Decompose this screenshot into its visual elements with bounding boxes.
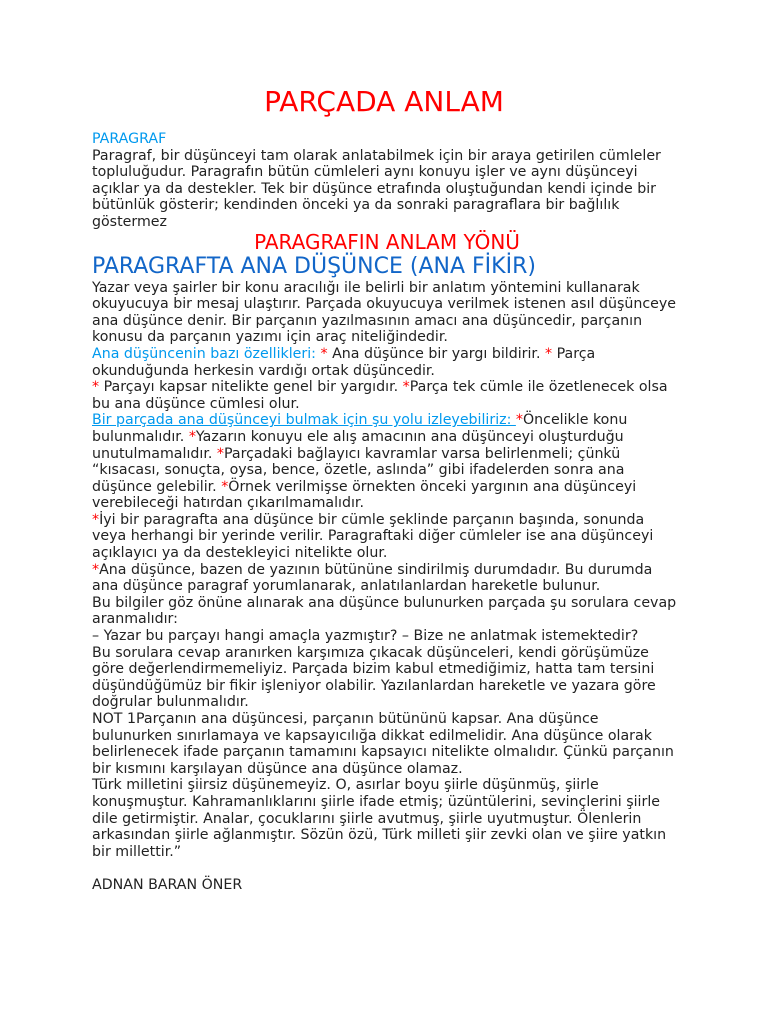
find-paragraph (92, 412, 682, 512)
bullet-star: * (216, 445, 224, 462)
paragraf-definition: Paragraf, bir düşünceyi tam olarak anlatabilmek için bir araya getirilen cümleler topluluğudur. Paragrafın bütün cümleleri aynı konuyu işler ve aynı düşünceyi açıklar ya da destekler. Tek bir düşünce etrafında oluştuğundan kendi içinde bir bütünlük gösterir; kendinden önceki ya da sonraki paragraflara bir bağlılık göstermez (92, 147, 661, 230)
questions-note: Bu sorulara cevap aranırken karşımıza çıkacak düşünceleri, kendi görüşümüze göre değerlendirmemeliyiz. Parçada bizim kabul etmediğimiz, hatta tam tersini düşündüğümüz bir fikir işleniyor olabilir. Yazılanlardan hareketle ve yazara göre doğrular bulunmalıdır. (92, 644, 656, 711)
bullet-star: * (320, 345, 328, 362)
find-step: Yazarın konuyu ele alış amacının ana düşünceyi oluşturduğu unutulmamalıdır. (92, 428, 624, 462)
bullet-star: * (515, 412, 523, 429)
document-body (92, 131, 682, 894)
feature-item: Parça okunduğunda herkesin vardığı ortak düşüncedir. (92, 345, 596, 379)
bullet-star: * (92, 379, 100, 396)
paragraf-label: PARAGRAF (92, 131, 167, 147)
not-paragraph: NOT 1Parçanın ana düşüncesi, parçanın bütününü kapsar. Ana düşünce bulunurken sınırlamaya ve kapsayıcılığa dikkat edilmelidir. Ana düşünce olarak belirlenecek ifade parçanın tamamını kapsayıcı nitelikte olmalıdır. Çünkü parçanın bir kısmını karşılayan düşünce ana düşünce olamaz. (92, 711, 674, 777)
find-method-link[interactable]: Bir parçada ana düşünceyi bulmak için şu yolu izleyebiliriz: (92, 412, 516, 429)
find-step: Ana düşünce, bazen de yazının bütününe sindirilmiş durumdadır. Bu durumda ana düşünce paragraf yorumlanarak, anlatılanlardan hareketle bulunur. (92, 561, 653, 595)
bullet-star: * (221, 478, 229, 495)
bullet-star: * (402, 379, 410, 396)
bullet-star: * (544, 345, 553, 362)
find-paragraph-2 (92, 512, 682, 562)
spacer (92, 860, 682, 877)
find-paragraph-3 (92, 562, 682, 595)
find-step: Örnek verilmişse örnekten önceki yargının ana düşünceyi verebileceği hatırdan çıkarılmamalıdır. (92, 478, 637, 512)
questions-intro: Bu bilgiler göz önüne alınarak ana düşünce bulunurken parçada şu sorulara cevap aranmalıdır: (92, 594, 677, 628)
feature-item: Parça tek cümle ile özetlenecek olsa bu ana düşünce cümlesi olur. (92, 379, 668, 412)
feature-item: Ana düşünce bir yargı bildirir. (327, 345, 545, 362)
example-paragraph: Türk milletini şiirsiz düşünemeyiz. O, asırlar boyu şiirle düşünmüş, şiirle konuşmuştur. Kahramanlıklarını şiirle ifade etmiş; üzüntülerini, sevinçlerini şiirle dile getirmiştir. Analar, çocuklarını şiirle avutmuş, şiirle uyutmuştur. Ölenlerin arkasından şiirle ağlanmıştır. Sözün özü, Türk milleti şiir zevki olan ve şiire yatkın bir millettir.” (92, 777, 667, 860)
bullet-star: * (188, 428, 196, 445)
page-title: PARÇADA ANLAM (264, 85, 504, 118)
features-label: Ana düşüncenin bazı özellikleri: (92, 345, 316, 362)
author-name: ADNAN BARAN ÖNER (92, 877, 243, 894)
questions-line: – Yazar bu parçayı hangi amaçla yazmıştır? – Bize ne anlatmak istemektedir? (92, 628, 639, 645)
feature-item: Parçayı kapsar nitelikte genel bir yargıdır. (99, 379, 403, 396)
heading-anlam-yonu: PARAGRAFIN ANLAM YÖNÜ (254, 229, 520, 254)
features-paragraph (92, 346, 682, 379)
bullet-star: * (92, 511, 100, 528)
find-step: Parçadaki bağlayıcı kavramlar varsa belirlenmeli; çünkü “kısacası, sonuçta, oysa, bence, özetle, aslında” gibi ifadelerden sonra ana düşünce gelebilir. (92, 445, 625, 495)
features-paragraph-2 (92, 379, 682, 412)
heading-ana-dusunce: PARAGRAFTA ANA DÜŞÜNCE (ANA FİKİR) (92, 253, 536, 279)
find-step: Öncelikle konu bulunmalıdır. (92, 412, 628, 445)
ana-dusunce-intro: Yazar veya şairler bir konu aracılığı ile belirli bir anlatım yöntemini kullanarak okuyucuya bir mesaj ulaştırır. Parçada okuyucuya verilmek istenen asıl düşünceye ana düşünce denir. Bir parçanın yazılmasının amacı ana düşüncedir, parçanın konusu da parçanın yazımı için araç niteliğindedir. (92, 279, 676, 346)
find-step: İyi bir paragrafta ana düşünce bir cümle şeklinde parçanın başında, sonunda veya herhangi bir yerinde verilir. Paragraftaki diğer cümleler ise ana düşünceyi açıklayıcı ya da destekleyici nitelikte olur. (92, 511, 654, 562)
bullet-star: * (92, 561, 100, 578)
